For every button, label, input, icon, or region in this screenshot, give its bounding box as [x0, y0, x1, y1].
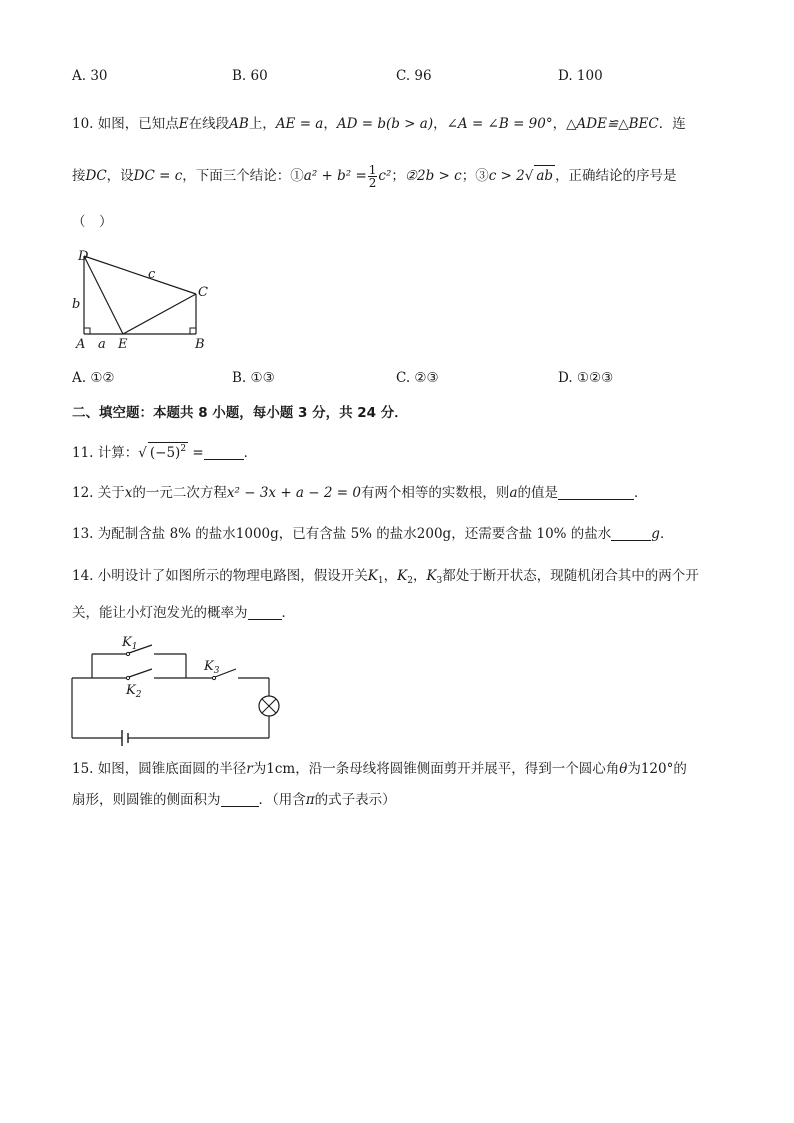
q15-line-1: 15. 如图，圆锥底面圆的半径r为1cm，沿一条母线将圆锥侧面剪开并展平，得到一个圆心角θ为120°的 — [72, 761, 687, 777]
label-k1: $K_1$ — [122, 635, 138, 652]
q11: 11. 计算：√ $(-5)^2$ = ． — [72, 444, 258, 461]
k2-switch-blade — [129, 669, 152, 677]
q9-option-b: B. 60 — [232, 68, 268, 84]
q15-line-2: 扇形，则圆锥的侧面积为 ．（用含π的式子表示） — [72, 792, 396, 808]
right-angle-b — [190, 328, 196, 334]
right-angle-a — [84, 328, 90, 334]
answer-blank[interactable] — [204, 445, 244, 460]
label-k2: $K_2$ — [126, 683, 142, 700]
label-b-length: b — [72, 297, 81, 312]
q10-line-1: 10. 如图，已知点E在线段AB上，AE = a，AD = b(b > a)，∠A = ∠B = 90°，△ADE≌△BEC．连 — [72, 116, 686, 132]
label-k3: $K_3$ — [204, 659, 220, 676]
label-b-point: B — [195, 337, 205, 352]
q10-option-b: B. ①③ — [232, 370, 275, 386]
segment-ec — [123, 294, 196, 334]
q10-option-c: C. ②③ — [396, 370, 439, 386]
q12: 12. 关于x的一元二次方程x² − 3x + a − 2 = 0有两个相等的实数根，则a的值是 ． — [72, 485, 648, 501]
q10-option-d: D. ①②③ — [558, 370, 614, 386]
q10-option-a: A. ①② — [72, 370, 115, 386]
q9-option-a: A. 30 — [72, 68, 108, 84]
answer-blank[interactable] — [558, 485, 634, 500]
label-e: E — [118, 337, 128, 352]
answer-blank[interactable] — [248, 605, 282, 620]
q14-line-1: 14. 小明设计了如图所示的物理电路图，假设开关$K_1$，$K_2$，$K_3$都处于断开状态，现随机闭合其中的两个开 — [72, 568, 699, 586]
label-a-point: A — [76, 337, 86, 352]
fraction-one-half: $\frac{1}{2}$ — [368, 163, 377, 190]
answer-blank[interactable] — [221, 792, 259, 807]
q10-answer-bracket: （ ） — [72, 214, 113, 230]
label-c-point: C — [198, 285, 208, 300]
q10-figure — [66, 244, 226, 356]
q9-option-d: D. 100 — [558, 68, 603, 84]
answer-blank[interactable] — [611, 526, 651, 541]
q13: 13. 为配制含盐 8% 的盐水1000g，已有含盐 5% 的盐水200g，还需要含盐 10% 的盐水 g． — [72, 526, 674, 542]
q14-circuit-figure — [66, 632, 296, 748]
q9-option-c: C. 96 — [396, 68, 432, 84]
sqrt-radicand: $(-5)^2$ — [149, 444, 187, 461]
q10-line-2: 接DC，设DC = c，下面三个结论：①a² + b² = $\frac{1}{2}$ c²；②2b > c；③c > 2√ ab ，正确结论的序号是 — [72, 163, 677, 190]
sqrt-sign: √ — [138, 445, 147, 461]
q14-line-2: 关，能让小灯泡发光的概率为 ． — [72, 605, 295, 621]
label-d: D — [78, 249, 89, 264]
label-c-length: c — [148, 267, 156, 282]
sqrt-sign: √ — [524, 168, 534, 184]
section-title: 二、填空题：本题共 8 小题，每小题 3 分，共 24 分． — [72, 405, 408, 421]
question-number: 10. — [72, 116, 94, 132]
label-a-length: a — [98, 337, 106, 352]
